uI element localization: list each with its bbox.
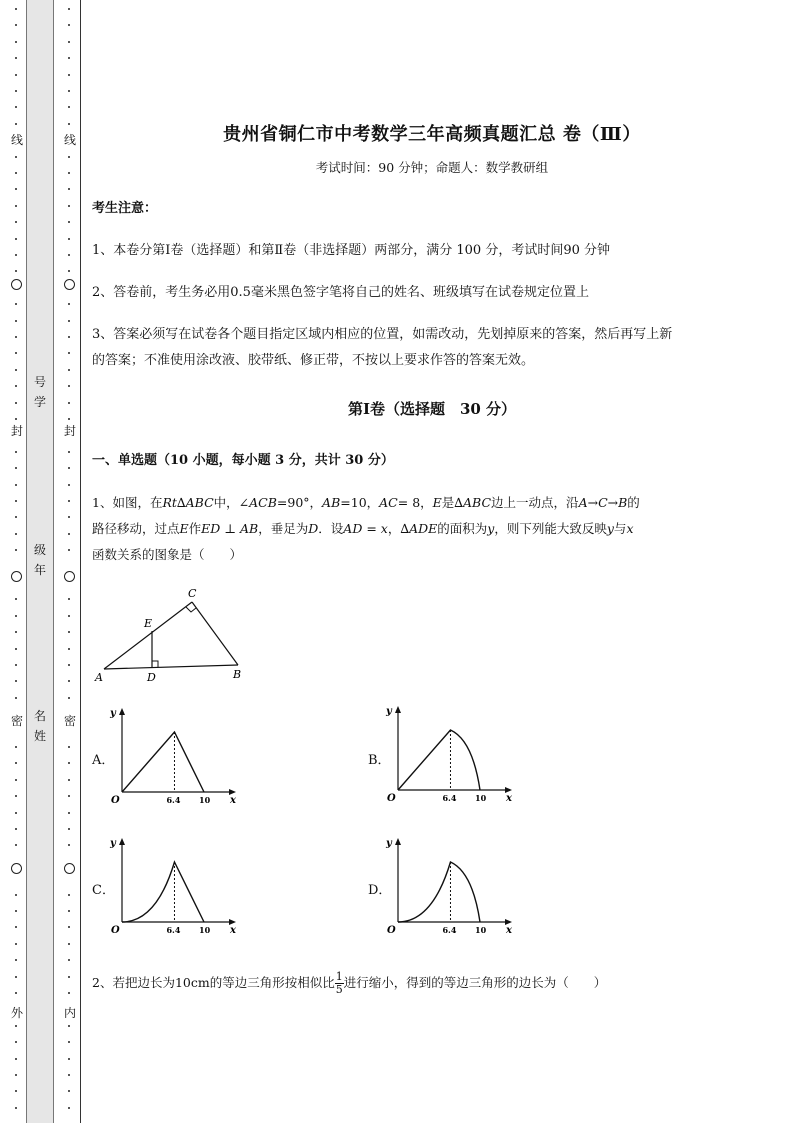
notice-heading: 考生注意： xyxy=(92,201,158,216)
part-heading: 一、单选题（10 小题，每小题 3 分，共计 30 分） xyxy=(92,453,394,468)
margin-dot xyxy=(68,516,70,518)
margin-dot xyxy=(68,1058,70,1060)
band-label: 姓 xyxy=(33,729,46,743)
margin-dot xyxy=(68,303,70,305)
margin-dot xyxy=(15,156,17,158)
margin-dot xyxy=(15,221,17,223)
outer-dotted-line xyxy=(11,0,23,1123)
margin-dot xyxy=(15,762,17,764)
y-arrow-icon xyxy=(395,838,401,845)
margin-dot xyxy=(68,1090,70,1092)
margin-dot xyxy=(68,467,70,469)
margin-dot xyxy=(68,385,70,387)
margin-dot xyxy=(15,8,17,10)
q1-line-3: 函数关系的图象是（ ） xyxy=(92,547,243,562)
margin-dot xyxy=(68,123,70,125)
margin-dot xyxy=(15,1074,17,1076)
option-b-label[interactable]: B． xyxy=(368,753,391,768)
student-info-band xyxy=(26,0,54,1123)
margin-dot xyxy=(15,172,17,174)
margin-dot xyxy=(15,123,17,125)
margin-circle-icon xyxy=(11,863,22,874)
margin-dot xyxy=(15,598,17,600)
q2-text: 2、若把边长为10cm的等边三角形按相似比 $\frac{1}{5}$ 进行缩小，得到的等边三角形的边长为（ ） xyxy=(92,970,607,996)
margin-label: 封 xyxy=(63,424,76,438)
tick-label: 10 xyxy=(199,925,211,935)
margin-dot xyxy=(15,533,17,535)
margin-circle-icon xyxy=(64,571,75,582)
margin-dot xyxy=(15,205,17,207)
margin-dot xyxy=(68,1041,70,1043)
margin-dot xyxy=(68,106,70,108)
exam-subtitle: 考试时间：90 分钟；命题人：数学教研组 xyxy=(315,160,549,175)
margin-dot xyxy=(68,762,70,764)
margin-dot xyxy=(15,385,17,387)
margin-label: 外 xyxy=(10,1006,23,1020)
origin-label: O xyxy=(387,793,396,804)
margin-dot xyxy=(68,746,70,748)
margin-dot xyxy=(15,24,17,26)
option-a-graph[interactable] xyxy=(108,702,238,811)
margin-dot xyxy=(68,238,70,240)
margin-dot xyxy=(68,680,70,682)
margin-dot xyxy=(15,549,17,551)
option-c-label[interactable]: C． xyxy=(92,883,115,898)
margin-dot xyxy=(68,24,70,26)
margin-border-line xyxy=(80,0,81,1123)
x-axis-label: x xyxy=(230,925,236,936)
margin-dot xyxy=(68,992,70,994)
margin-dot xyxy=(15,402,17,404)
margin-dot xyxy=(15,894,17,896)
y-axis-label: y xyxy=(386,838,392,849)
band-label: 号 xyxy=(33,375,46,389)
band-label: 名 xyxy=(33,709,46,723)
point-label-E: E xyxy=(144,617,153,630)
margin-dot xyxy=(15,254,17,256)
margin-dot xyxy=(15,680,17,682)
margin-circle-icon xyxy=(64,279,75,290)
margin-label: 封 xyxy=(10,424,23,438)
inner-dotted-line xyxy=(64,0,76,1123)
margin-dot xyxy=(68,976,70,978)
margin-dot xyxy=(68,402,70,404)
margin-dot xyxy=(68,205,70,207)
point-label-A: A xyxy=(95,671,103,684)
triangle-figure xyxy=(92,585,262,685)
margin-dot xyxy=(68,598,70,600)
margin-dot xyxy=(15,500,17,502)
notice-item: 1、本卷分第Ⅰ卷（选择题）和第Ⅱ卷（非选择题）两部分，满分 100 分，考试时间90 分钟 xyxy=(92,243,610,258)
margin-dot xyxy=(68,1025,70,1027)
function-curve xyxy=(398,862,480,922)
margin-circle-icon xyxy=(64,863,75,874)
fraction: $\frac{1}{5}$ xyxy=(335,970,343,996)
tick-label: 10 xyxy=(475,793,487,803)
y-arrow-icon xyxy=(119,708,125,715)
margin-dot xyxy=(68,894,70,896)
notice-item: 2、答卷前，考生务必用0.5毫米黑色签字笔将自己的姓名、班级填写在试卷规定位置上 xyxy=(92,285,589,300)
option-d-graph[interactable] xyxy=(384,832,514,941)
point-label-B: B xyxy=(233,668,242,681)
tick-label: 6.4 xyxy=(166,795,181,805)
margin-dot xyxy=(15,418,17,420)
margin-dot xyxy=(68,156,70,158)
margin-dot xyxy=(15,1058,17,1060)
margin-dot xyxy=(15,90,17,92)
margin-dot xyxy=(15,336,17,338)
band-label: 级 xyxy=(33,543,46,557)
margin-dot xyxy=(68,910,70,912)
tick-label: 6.4 xyxy=(442,793,457,803)
margin-label: 线 xyxy=(10,133,23,147)
y-axis-label: y xyxy=(386,706,392,717)
band-label: 年 xyxy=(33,563,46,577)
margin-dot xyxy=(68,1074,70,1076)
margin-dot xyxy=(68,533,70,535)
tick-label: 10 xyxy=(199,795,211,805)
margin-dot xyxy=(15,664,17,666)
margin-dot xyxy=(15,828,17,830)
margin-dot xyxy=(15,1090,17,1092)
margin-dot xyxy=(68,451,70,453)
margin-dot xyxy=(68,779,70,781)
tick-label: 6.4 xyxy=(442,925,457,935)
margin-dot xyxy=(68,484,70,486)
margin-dot xyxy=(68,172,70,174)
point-label-D: D xyxy=(147,671,156,684)
function-curve xyxy=(122,732,204,792)
margin-label: 密 xyxy=(63,714,76,728)
margin-dot xyxy=(15,352,17,354)
margin-dot xyxy=(15,631,17,633)
margin-dot xyxy=(15,1041,17,1043)
margin-dot xyxy=(68,369,70,371)
x-axis-label: x xyxy=(230,795,236,806)
margin-dot xyxy=(68,500,70,502)
origin-label: O xyxy=(111,925,120,936)
margin-circle-icon xyxy=(11,279,22,290)
x-axis-label: x xyxy=(506,925,512,936)
margin-dot xyxy=(68,74,70,76)
option-b-graph[interactable] xyxy=(384,700,514,809)
margin-dot xyxy=(15,106,17,108)
notice-item: 的答案；不准使用涂改液、胶带纸、修正带，不按以上要求作答的答案无效。 xyxy=(92,353,535,368)
point-label-C: C xyxy=(188,587,197,600)
margin-dot xyxy=(15,795,17,797)
origin-label: O xyxy=(387,925,396,936)
notice-item: 3、答案必须写在试卷各个题目指定区域内相应的位置，如需改动，先划掉原来的答案，然后再写上新 xyxy=(92,327,673,342)
margin-dot xyxy=(15,270,17,272)
margin-dot xyxy=(68,90,70,92)
margin-dot xyxy=(68,926,70,928)
q1-line-2: 路径移动，过点E作ED ⊥ AB，垂足为D．设AD = x，∆ADE的面积为y，则下列能大致反映y与x xyxy=(92,521,634,536)
option-d-label[interactable]: D． xyxy=(368,883,392,898)
margin-dot xyxy=(15,697,17,699)
margin-dot xyxy=(68,8,70,10)
margin-dot xyxy=(15,943,17,945)
margin-dot xyxy=(15,648,17,650)
margin-dot xyxy=(15,615,17,617)
margin-dot xyxy=(15,959,17,961)
margin-dot xyxy=(15,746,17,748)
margin-dot xyxy=(68,959,70,961)
margin-dot xyxy=(68,844,70,846)
margin-dot xyxy=(68,828,70,830)
margin-dot xyxy=(15,910,17,912)
margin-label: 密 xyxy=(10,714,23,728)
margin-dot xyxy=(15,926,17,928)
margin-dot xyxy=(68,812,70,814)
margin-dot xyxy=(68,57,70,59)
margin-dot xyxy=(15,188,17,190)
margin-dot xyxy=(15,976,17,978)
option-a-label[interactable]: A． xyxy=(92,753,115,768)
y-axis-label: y xyxy=(110,838,116,849)
margin-dot xyxy=(68,664,70,666)
tick-label: 6.4 xyxy=(166,925,181,935)
margin-dot xyxy=(15,779,17,781)
y-arrow-icon xyxy=(119,838,125,845)
margin-dot xyxy=(68,697,70,699)
option-c-graph[interactable] xyxy=(108,832,238,941)
margin-dot xyxy=(15,238,17,240)
margin-dot xyxy=(15,451,17,453)
margin-dot xyxy=(68,188,70,190)
margin-dot xyxy=(68,254,70,256)
margin-circle-icon xyxy=(11,571,22,582)
margin-dot xyxy=(15,1025,17,1027)
margin-dot xyxy=(15,41,17,43)
margin-label: 线 xyxy=(63,133,76,147)
margin-dot xyxy=(15,1107,17,1109)
origin-label: O xyxy=(111,795,120,806)
y-axis-label: y xyxy=(110,708,116,719)
margin-dot xyxy=(68,631,70,633)
margin-dot xyxy=(68,795,70,797)
y-arrow-icon xyxy=(395,706,401,713)
margin-dot xyxy=(68,320,70,322)
function-curve xyxy=(122,862,204,922)
function-curve xyxy=(398,730,480,790)
margin-dot xyxy=(68,352,70,354)
margin-dot xyxy=(15,812,17,814)
band-label: 学 xyxy=(33,395,46,409)
margin-dot xyxy=(68,418,70,420)
margin-dot xyxy=(15,57,17,59)
x-axis-label: x xyxy=(506,793,512,804)
margin-dot xyxy=(15,74,17,76)
margin-dot xyxy=(68,270,70,272)
margin-dot xyxy=(15,484,17,486)
section-title: 第Ⅰ卷（选择题 30 分） xyxy=(347,400,517,418)
margin-dot xyxy=(68,615,70,617)
page-title: 贵州省铜仁市中考数学三年高频真题汇总 卷（Ⅲ） xyxy=(223,124,641,145)
margin-dot xyxy=(15,320,17,322)
margin-dot xyxy=(68,648,70,650)
margin-dot xyxy=(15,844,17,846)
margin-label: 内 xyxy=(63,1006,76,1020)
margin-dot xyxy=(15,467,17,469)
margin-dot xyxy=(15,303,17,305)
margin-dot xyxy=(68,1107,70,1109)
margin-dot xyxy=(68,221,70,223)
q1-line-1: 1、如图，在Rt∆ABC中，∠ACB=90°，AB=10，AC= 8，E是∆ABC边上一动点，沿A→C→B的 xyxy=(92,495,640,510)
margin-dot xyxy=(68,41,70,43)
margin-dot xyxy=(68,549,70,551)
tick-label: 10 xyxy=(475,925,487,935)
margin-dot xyxy=(15,516,17,518)
margin-dot xyxy=(68,943,70,945)
binding-margin xyxy=(0,0,84,1123)
margin-dot xyxy=(15,992,17,994)
margin-dot xyxy=(15,369,17,371)
margin-dot xyxy=(68,336,70,338)
